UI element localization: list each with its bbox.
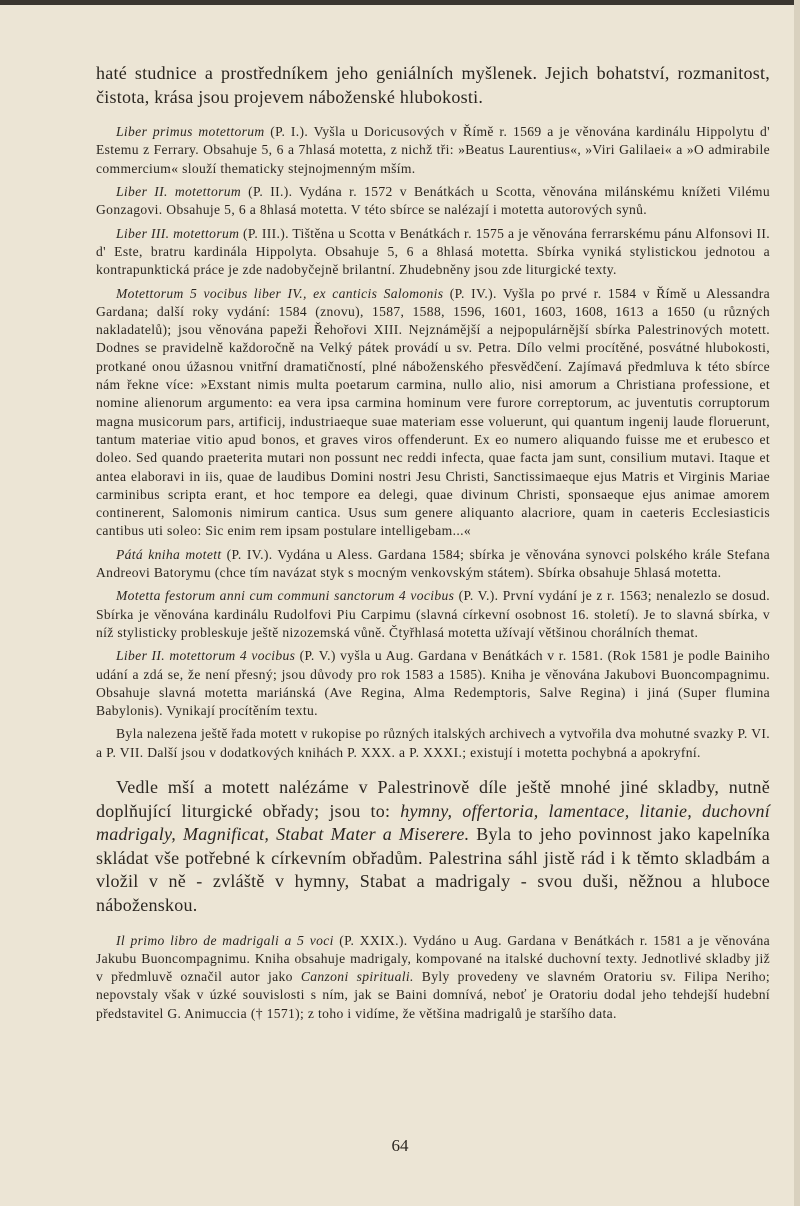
italic-title: Liber III. motettorum [116, 225, 240, 241]
bibliography-paragraph [96, 725, 770, 762]
italic-title: Motetta festorum anni cum communi sanctorum 4 vocibus [116, 588, 455, 604]
paragraph-text: Byla nalezena ještě řada motett v rukopise po různých italských archivech a vytvořila dva mohutné svazky P. VI. a P. VII. Další jsou v dodatkových knihách P. XXX. a P. XXXI.; existují i motetta pochybná a apokryfní. [96, 726, 770, 760]
paragraph-text: Vedle mší a motett nalézáme v Palestrinově díle ještě mnohé jiné skladby, nutně doplňující liturgické obřady; jsou to: [96, 776, 770, 821]
paragraph-text: (P. IV.). Vyšla po prvé r. 1584 v Římě u Alessandra Gardana; další roky vydání: 1584 (znovu), 1587, 1588, 1596, 1601, 1603, 1608, 1613 a 1650 (u různých nakladatelů); jsou věnována papeži Řehořovi XIII. Nejznámější a nejpopulárnější sbírka Palestrinových motett. Dodnes se pravidelně každoročně na Velký pátek provádí u sv. Petra. Dílo velmi procítěné, posvátné hlubokosti, protkané onou úžasnou vnitřní dramatičností, plné náboženského přesvědčení. Zajímavá předmluva k této sbírce nám řekne více: »Exstant nimis multa poetarum carmina, nullo alio, nisi amorum a Christiana professione, et nomine alienorum argumento: ea vera ipsa carmina hominum vere furore correptorum, ac juventutis corruptorum magna musicorum pars, artificij, industriaeque suae materiam esse voluerunt, qui quantum ingenij laude floruerunt, tantum materiae vitio apud bonos, et graves viros offenderunt. Ex eo numero aliquando fuisse me et erubesco et doleo. Sed quando praeterita mutari non possunt nec reddi infecta, quae facta jam sunt, consilium mutavi. Itaque et antea elaboravi in iis, quae de laudibus Domini nostri Jesu Christi, Sanctissimaeque ejus Matris et Virginis Mariae carminibus scripta erant, et hoc tempore ea delegi, quae divinum Christi, sponsaeque ejus animae amorem continerent, Salomonis nimirum cantica. Usus sum genere aliquanto alacriore, quam in caeteris Ecclesiasticis cantibus uti soleo: Sic enim rem ipsam postulare intelligebam...« [96, 285, 770, 539]
paragraph-text: (P. V.). První vydání je z r. 1563; nenalezlo se dosud. Sbírka je věnována kardinálu Rudolfovi Piu Carpimu (slavná církevní osobnost 16. století). Je to slavná sbírka, v níž stylisticky probleskuje ještě nizozemská vůně. Čtyřhlasá motetta užívají většinou chorálních themat. [96, 588, 770, 640]
italic-title: Motettorum 5 vocibus liber IV., ex canticis Salomonis [116, 285, 444, 301]
body-paragraph [96, 776, 770, 918]
page-body [96, 62, 770, 1023]
bibliography-paragraph [96, 647, 770, 720]
page-number: 64 [391, 1136, 409, 1155]
bibliography-paragraph [96, 546, 770, 583]
paragraph-text: (P. III.). Tištěna u Scotta v Benátkách r. 1575 a je věnována ferrarskému pánu Alfonsovi II. d' Este, bratru kardinála Hippolyta. Obsahuje 5, 6 a 8hlasá motetta. Sbírka vyniká stylistickou jednotou a kontrapunktická práce je zde nadobyčejně brilantní. Zhudebněny jsou zde liturgické texty. [96, 225, 770, 278]
bibliography-paragraph [96, 932, 770, 1023]
bibliography-paragraph [96, 123, 770, 178]
italic-title: hymny, offertoria, lamentace, litanie, duchovní madrigaly, Magnificat, Stabat Mater a Miserere. [96, 800, 770, 845]
italic-title: Pátá kniha motett [116, 546, 222, 562]
bibliography-paragraph [96, 183, 770, 220]
scan-top-edge [0, 0, 800, 5]
italic-title: Il primo libro de madrigali a 5 voci [116, 932, 334, 948]
bibliography-paragraph [96, 225, 770, 280]
italic-title: Canzoni spirituali. [300, 969, 414, 985]
bibliography-paragraph [96, 285, 770, 541]
italic-title: Liber II. motettorum 4 vocibus [116, 648, 296, 664]
paragraph-text: haté studnice a prostředníkem jeho geniálních myšlenek. Jejich bohatství, rozmanitost, čistota, krása jsou projevem náboženské hlubokosti. [96, 63, 770, 107]
body-paragraph [96, 62, 770, 109]
paragraph-text: (P. II.). Vydána r. 1572 v Benátkách u Scotta, věnována milánskému knížeti Vilému Gonzagovi. Obsahuje 5, 6 a 8hlasá motetta. V této sbírce se nalézají i motetta autorových synů. [96, 184, 770, 218]
scan-right-edge [794, 0, 800, 1206]
paragraph-text: Byla to jeho povinnost jako kapelníka skládat vše potřebné k církevním obřadům. Palestrina sáhl jistě rád i k těmto skladbám a vložil v ně - zvláště v hymny, Stabat a madrigaly - svou duši, něžnou a hluboce náboženskou. [96, 824, 770, 915]
bibliography-paragraph [96, 587, 770, 642]
paragraph-text: (P. V.) vyšla u Aug. Gardana v Benátkách v r. 1581. (Rok 1581 je podle Bainiho udání a zdá se, že není přesný; jsou důvody pro rok 1583 a 1585). Kniha je věnována Jakubovi Buoncompagnimu. Obsahuje slavná motetta mariánská (Ave Regina, Alma Redemptoris, Salve Regina) i jiná (Super flumina Babylonis). Vynikají procítěním textu. [96, 648, 770, 719]
paragraph-text: (P. XXIX.). Vydáno u Aug. Gardana v Benátkách r. 1581 a je věnována Jakubu Buoncompagnimu. Kniha obsahuje madrigaly, kompované na italské duchovní texty. Jednotlivé skladby již v předmluvě označil autor jako [96, 932, 770, 985]
paragraph-text: Byly provedeny ve slavném Oratoriu sv. Filipa Neriho; nepovstaly však v úzké souvislosti s ním, jak se Baini domnívá, neboť je Oratoriu dodal jeho tehdejší hudební představitel G. Animuccia († 1571); z toho i vidíme, že většina madrigalů je staršího data. [96, 969, 770, 1021]
paragraph-text: (P. IV.). Vydána u Aless. Gardana 1584; sbírka je věnována synovci polského krále Stefana Andreovi Batorymu (chce tím navázat styk s mocným venkovským státem). Sbírka obsahuje 5hlasá motetta. [96, 546, 770, 581]
italic-title: Liber primus motettorum [116, 124, 265, 140]
italic-title: Liber II. motettorum [116, 184, 242, 200]
paragraph-text: (P. I.). Vyšla u Doricusových v Římě r. 1569 a je věnována kardinálu Hippolytu d' Estemu z Ferrary. Obsahuje 5, 6 a 7hlasá motetta, z nichž tři: »Beatus Laurentius«, »Viri Galilaei« a »O admirabile commercium« slouží thematicky stejnojmenným mším. [96, 124, 770, 176]
